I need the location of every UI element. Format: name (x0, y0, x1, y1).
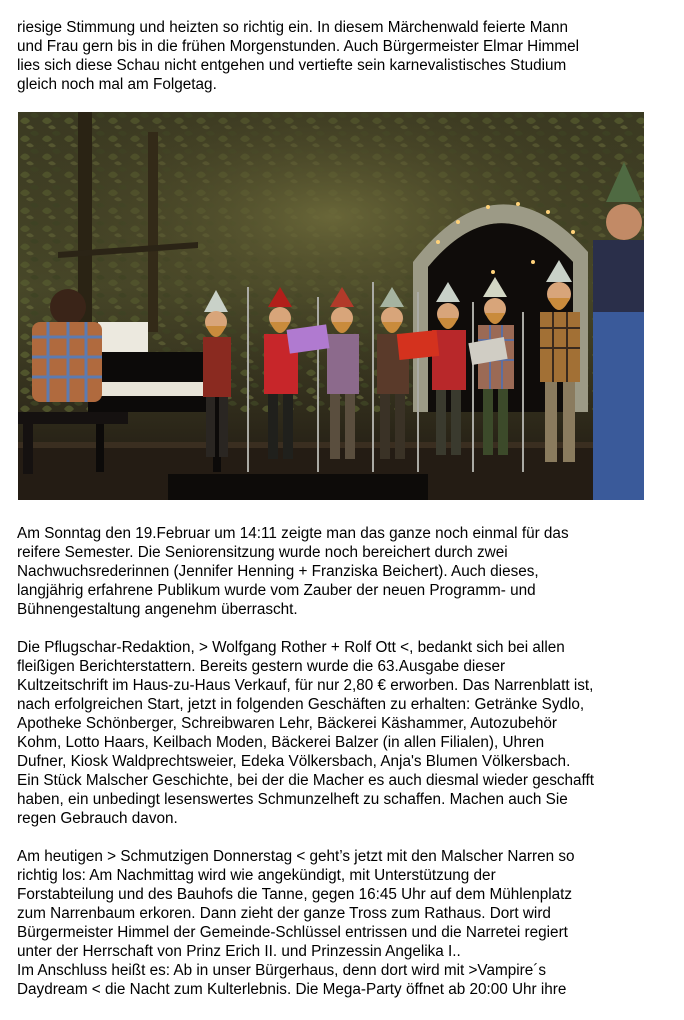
text-line: Forstabteilung und des Bauhofs die Tanne, gegen 16:45 Uhr auf dem Mühlenplatz (17, 886, 573, 903)
text-line: gleich noch mal am Folgetag. (17, 76, 217, 93)
text-line: langjährig erfahrene Publikum wurde vom Zauber der neuen Programm- und (17, 582, 536, 599)
text-line: Die Pflugschar-Redaktion, > Wolfgang Rother + Rolf Ott <, bedankt sich bei allen (17, 639, 565, 656)
text-line: Bürgermeister Himmel der Gemeinde-Schlüssel entrissen und die Narretei regiert (17, 924, 568, 941)
text-line: richtig los: Am Nachmittag wird wie angekündigt, mit Unterstützung der (17, 867, 496, 884)
stage-photo (18, 112, 644, 500)
text-line: Kohm, Lotto Haars, Keilbach Moden, Bäckerei Balzer (in allen Filialen), Uhren (17, 734, 545, 751)
text-line: reifere Semester. Die Seniorensitzung wurde noch bereichert durch zwei (17, 544, 508, 561)
sunday-paragraph (17, 524, 657, 619)
text-line: Am Sonntag den 19.Februar um 14:11 zeigte man das ganze noch einmal für das (17, 525, 569, 542)
thursday-paragraph (17, 847, 657, 999)
text-line: Ein Stück Malscher Geschichte, bei der die Macher es auch diesmal wieder geschafft (17, 772, 595, 789)
text-line: unter der Herrschaft von Prinz Erich II. und Prinzessin Angelika I.. (17, 943, 461, 960)
text-line: regen Gebrauch davon. (17, 810, 178, 827)
text-line: haben, ein unbedingt lesenswertes Schmunzelheft zu schaffen. Machen auch Sie (17, 791, 568, 808)
text-line: Im Anschluss heißt es: Ab in unser Bürgerhaus, denn dort wird mit >Vampire´s (17, 962, 546, 979)
text-line: Kultzeitschrift im Haus-zu-Haus Verkauf, für nur 2,80 € erworben. Das Narrenblatt ist, (17, 677, 594, 694)
editorial-paragraph (17, 638, 657, 828)
paragraph-gap (17, 619, 657, 638)
intro-paragraph (17, 18, 657, 94)
article-page (17, 18, 657, 999)
text-line: lies sich diese Schau nicht entgehen und vertiefte sein karnevalistisches Studium (17, 57, 567, 74)
text-line: zum Narrenbaum erkoren. Dann zieht der ganze Tross zum Rathaus. Dort wird (17, 905, 551, 922)
text-line: fleißigen Berichterstattern. Bereits gestern wurde die 63.Ausgabe dieser (17, 658, 506, 675)
paragraph-gap (17, 828, 657, 847)
text-line: Bühnengestaltung angenehm überrascht. (17, 601, 298, 618)
text-line: Apotheke Schönberger, Schreibwaren Lehr, Bäckerei Käshammer, Autozubehör (17, 715, 557, 732)
text-line: Dufner, Kiosk Waldprechtsweier, Edeka Völkersbach, Anja's Blumen Völkersbach. (17, 753, 571, 770)
text-line: Daydream < die Nacht zum Kulterlebnis. Die Mega-Party öffnet ab 20:00 Uhr ihre (17, 981, 567, 998)
text-line: Nachwuchsrederinnen (Jennifer Henning + Franziska Beichert). Auch dieses, (17, 563, 539, 580)
text-line: Am heutigen > Schmutzigen Donnerstag < geht’s jetzt mit den Malscher Narren so (17, 848, 575, 865)
text-line: riesige Stimmung und heizten so richtig ein. In diesem Märchenwald feierte Mann (17, 19, 568, 36)
text-line: nach erfolgreichen Start, jetzt in folgenden Geschäften zu erhalten: Getränke Sydlo, (17, 696, 585, 713)
text-line: und Frau gern bis in die frühen Morgenstunden. Auch Bürgermeister Elmar Himmel (17, 38, 580, 55)
